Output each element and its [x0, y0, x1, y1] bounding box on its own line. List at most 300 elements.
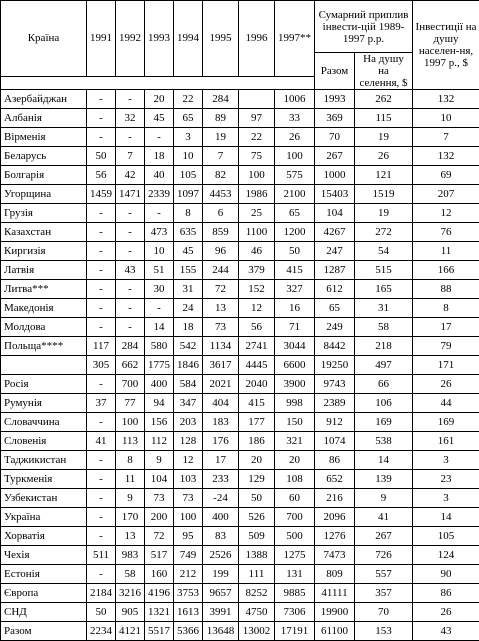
value-cell: 400	[145, 375, 174, 394]
value-cell: 267	[355, 527, 413, 546]
country-cell: Словаччина	[1, 413, 87, 432]
value-cell: 156	[145, 413, 174, 432]
country-cell: Словенія	[1, 432, 87, 451]
value-cell: -	[87, 527, 116, 546]
value-cell: 166	[413, 261, 479, 280]
value-cell: 25	[239, 204, 275, 223]
value-cell: 103	[174, 470, 203, 489]
value-cell: 517	[145, 546, 174, 565]
value-cell: 538	[355, 432, 413, 451]
country-cell: Угорщина	[1, 185, 87, 204]
value-cell: 43	[116, 261, 145, 280]
value-cell: 19	[355, 204, 413, 223]
value-cell: 54	[355, 242, 413, 261]
value-cell: 86	[315, 451, 355, 470]
value-cell: 8	[174, 204, 203, 223]
value-cell: 50	[87, 603, 116, 622]
value-cell: -	[87, 565, 116, 584]
value-cell: -	[87, 413, 116, 432]
value-cell: 2526	[203, 546, 239, 565]
value-cell: 511	[87, 546, 116, 565]
table-row	[1, 432, 479, 451]
value-cell: 542	[174, 337, 203, 356]
value-cell: 262	[355, 90, 413, 109]
value-cell: 3	[174, 128, 203, 147]
value-cell: 2184	[87, 584, 116, 603]
value-cell: 1613	[174, 603, 203, 622]
value-cell: 327	[275, 280, 315, 299]
value-cell: 11	[413, 242, 479, 261]
value-cell: 983	[116, 546, 145, 565]
value-cell: 65	[174, 109, 203, 128]
value-cell: 65	[315, 299, 355, 318]
value-cell: 4445	[239, 356, 275, 375]
value-cell: 2096	[315, 508, 355, 527]
value-cell: 31	[174, 280, 203, 299]
value-cell: -	[87, 90, 116, 109]
table-row	[1, 356, 479, 375]
value-cell: -	[116, 204, 145, 223]
value-cell: 186	[239, 432, 275, 451]
value-cell: 4267	[315, 223, 355, 242]
country-cell: Хорватія	[1, 527, 87, 546]
value-cell: 132	[413, 90, 479, 109]
value-cell: 1471	[116, 185, 145, 204]
value-cell: 72	[203, 280, 239, 299]
value-cell: -	[87, 451, 116, 470]
table-row	[1, 128, 479, 147]
value-cell: 77	[116, 394, 145, 413]
value-cell: 104	[145, 470, 174, 489]
value-cell: 111	[239, 565, 275, 584]
value-cell: 105	[413, 527, 479, 546]
value-cell: 247	[315, 242, 355, 261]
value-cell: 8	[116, 451, 145, 470]
value-cell: 60	[275, 489, 315, 508]
value-cell: 82	[203, 166, 239, 185]
value-cell: 473	[145, 223, 174, 242]
value-cell: 700	[275, 508, 315, 527]
value-cell: 10	[413, 109, 479, 128]
value-cell: 73	[203, 318, 239, 337]
table-row	[1, 394, 479, 413]
value-cell: 2040	[239, 375, 275, 394]
year-header-1992: 1992	[116, 1, 145, 77]
value-cell: 75	[239, 147, 275, 166]
value-cell: 170	[116, 508, 145, 527]
value-cell: 1287	[315, 261, 355, 280]
value-cell: 1276	[315, 527, 355, 546]
value-cell: 124	[413, 546, 479, 565]
value-cell: 305	[87, 356, 116, 375]
value-cell: 18	[145, 147, 174, 166]
year-header-1993: 1993	[145, 1, 174, 77]
value-cell: 58	[116, 565, 145, 584]
value-cell: 171	[413, 356, 479, 375]
value-cell: 284	[203, 90, 239, 109]
invest-per-capita-header: Інвестиції на душу населен-ня, 1997 р., $	[413, 1, 479, 90]
value-cell: -	[116, 318, 145, 337]
value-cell: 557	[355, 565, 413, 584]
value-cell: 106	[355, 394, 413, 413]
value-cell: 73	[174, 489, 203, 508]
value-cell: 9	[116, 489, 145, 508]
value-cell: 121	[355, 166, 413, 185]
value-cell: 19	[355, 128, 413, 147]
country-cell: Латвія	[1, 261, 87, 280]
value-cell: 10	[174, 147, 203, 166]
table-row	[1, 451, 479, 470]
value-cell: 212	[174, 565, 203, 584]
value-cell: 128	[174, 432, 203, 451]
value-cell: 88	[413, 280, 479, 299]
country-cell: Киргизія	[1, 242, 87, 261]
value-cell: 113	[116, 432, 145, 451]
value-cell: 3753	[174, 584, 203, 603]
value-cell: 176	[203, 432, 239, 451]
value-cell: 26	[413, 375, 479, 394]
value-cell: 7	[203, 147, 239, 166]
value-cell: -	[87, 109, 116, 128]
country-cell: Македонія	[1, 299, 87, 318]
value-cell: -	[87, 128, 116, 147]
value-cell: -	[87, 299, 116, 318]
table-row	[1, 261, 479, 280]
value-cell: 9	[145, 451, 174, 470]
value-cell: 415	[275, 261, 315, 280]
value-cell: 183	[203, 413, 239, 432]
value-cell: 5366	[174, 622, 203, 641]
value-cell: 100	[239, 166, 275, 185]
value-cell: 41	[87, 432, 116, 451]
value-cell: 2741	[239, 337, 275, 356]
country-cell: Болгарія	[1, 166, 87, 185]
value-cell: 73	[145, 489, 174, 508]
value-cell: 7473	[315, 546, 355, 565]
value-cell: 207	[413, 185, 479, 204]
table-row	[1, 109, 479, 128]
value-cell: 169	[355, 413, 413, 432]
value-cell: 199	[203, 565, 239, 584]
value-cell: 13	[116, 527, 145, 546]
value-cell: 15403	[315, 185, 355, 204]
value-cell: 404	[203, 394, 239, 413]
table-row	[1, 280, 479, 299]
value-cell: 8	[413, 299, 479, 318]
value-cell: 16	[275, 299, 315, 318]
value-cell: 65	[275, 204, 315, 223]
table-row	[1, 603, 479, 622]
value-cell: 117	[87, 337, 116, 356]
value-cell: 12	[413, 204, 479, 223]
country-cell: Румунія	[1, 394, 87, 413]
value-cell: 905	[116, 603, 145, 622]
table-row	[1, 147, 479, 166]
value-cell: 284	[116, 337, 145, 356]
table-row	[1, 470, 479, 489]
value-cell: 1074	[315, 432, 355, 451]
value-cell: 22	[174, 90, 203, 109]
value-cell: 43	[413, 622, 479, 641]
value-cell: -	[87, 375, 116, 394]
value-cell: 3044	[275, 337, 315, 356]
value-cell: 51	[145, 261, 174, 280]
country-cell: Європа	[1, 584, 87, 603]
value-cell: 400	[203, 508, 239, 527]
value-cell: 7306	[275, 603, 315, 622]
table-row	[1, 223, 479, 242]
table-row	[1, 508, 479, 527]
value-cell: 9657	[203, 584, 239, 603]
value-cell: 3617	[203, 356, 239, 375]
table-row	[1, 489, 479, 508]
value-cell: 415	[239, 394, 275, 413]
value-cell: 8252	[239, 584, 275, 603]
value-cell: 515	[355, 261, 413, 280]
value-cell: 40	[145, 166, 174, 185]
value-cell: 46	[239, 242, 275, 261]
value-cell: 129	[239, 470, 275, 489]
value-cell: 100	[174, 508, 203, 527]
header-spacer	[1, 76, 315, 89]
value-cell: 244	[203, 261, 239, 280]
year-header-1996: 1996	[239, 1, 275, 77]
value-cell: 44	[413, 394, 479, 413]
value-cell: 22	[239, 128, 275, 147]
value-cell: -	[87, 280, 116, 299]
value-cell: 45	[145, 109, 174, 128]
value-cell: 1097	[174, 185, 203, 204]
value-cell: 131	[275, 565, 315, 584]
value-cell: 41	[355, 508, 413, 527]
value-cell: 652	[315, 470, 355, 489]
value-cell: 1986	[239, 185, 275, 204]
value-cell: 115	[355, 109, 413, 128]
country-cell: Азербайджан	[1, 90, 87, 109]
table-row	[1, 565, 479, 584]
value-cell: 56	[239, 318, 275, 337]
country-cell: Казахстан	[1, 223, 87, 242]
value-cell: 37	[87, 394, 116, 413]
value-cell: 42	[116, 166, 145, 185]
value-cell: 726	[355, 546, 413, 565]
value-cell: -	[87, 318, 116, 337]
value-cell: -	[87, 470, 116, 489]
country-cell: Узбекистан	[1, 489, 87, 508]
table-body	[1, 90, 479, 641]
value-cell: -	[87, 242, 116, 261]
value-cell: 1134	[203, 337, 239, 356]
table-row	[1, 318, 479, 337]
value-cell: 1321	[145, 603, 174, 622]
value-cell: 575	[275, 166, 315, 185]
value-cell: 152	[239, 280, 275, 299]
value-cell: 1519	[355, 185, 413, 204]
value-cell	[239, 90, 275, 109]
value-cell: 6	[203, 204, 239, 223]
value-cell: 72	[145, 527, 174, 546]
value-cell: 912	[315, 413, 355, 432]
value-cell: -	[116, 299, 145, 318]
country-cell: Естонія	[1, 565, 87, 584]
value-cell: 4121	[116, 622, 145, 641]
value-cell: 17191	[275, 622, 315, 641]
value-cell: 94	[145, 394, 174, 413]
value-cell: 9	[355, 489, 413, 508]
value-cell: 6600	[275, 356, 315, 375]
value-cell: 700	[116, 375, 145, 394]
value-cell: 859	[203, 223, 239, 242]
value-cell: 45	[174, 242, 203, 261]
value-cell: 13002	[239, 622, 275, 641]
value-cell: 1388	[239, 546, 275, 565]
value-cell: 357	[355, 584, 413, 603]
value-cell: 69	[413, 166, 479, 185]
value-cell: 14	[355, 451, 413, 470]
value-cell: 100	[275, 147, 315, 166]
value-cell: 233	[203, 470, 239, 489]
value-cell: 150	[275, 413, 315, 432]
value-cell: 218	[355, 337, 413, 356]
value-cell: 1006	[275, 90, 315, 109]
value-cell: 108	[275, 470, 315, 489]
table-header	[1, 1, 479, 90]
value-cell: 20	[275, 451, 315, 470]
value-cell: 18	[174, 318, 203, 337]
value-cell: 13	[203, 299, 239, 318]
value-cell: 70	[355, 603, 413, 622]
value-cell: 1000	[315, 166, 355, 185]
value-cell: 3900	[275, 375, 315, 394]
country-cell: Чехія	[1, 546, 87, 565]
value-cell: 3991	[203, 603, 239, 622]
value-cell: -	[145, 204, 174, 223]
value-cell: 321	[275, 432, 315, 451]
country-cell: Грузія	[1, 204, 87, 223]
value-cell: 96	[203, 242, 239, 261]
country-cell: Разом	[1, 622, 87, 641]
value-cell: 1846	[174, 356, 203, 375]
value-cell: 58	[355, 318, 413, 337]
country-cell: Литва***	[1, 280, 87, 299]
value-cell: 10	[145, 242, 174, 261]
value-cell: 26	[413, 603, 479, 622]
table-row	[1, 299, 479, 318]
value-cell: -	[116, 90, 145, 109]
value-cell: 14	[413, 508, 479, 527]
value-cell: 61100	[315, 622, 355, 641]
value-cell: 7	[116, 147, 145, 166]
value-cell: 20	[239, 451, 275, 470]
value-cell: 33	[275, 109, 315, 128]
value-cell: -	[116, 128, 145, 147]
value-cell: 30	[145, 280, 174, 299]
value-cell: 267	[315, 147, 355, 166]
value-cell: 97	[239, 109, 275, 128]
year-header-1991: 1991	[87, 1, 116, 77]
value-cell: 66	[355, 375, 413, 394]
value-cell: 500	[275, 527, 315, 546]
value-cell: 1200	[275, 223, 315, 242]
value-cell: 100	[116, 413, 145, 432]
value-cell: 95	[174, 527, 203, 546]
country-cell: Польща****	[1, 337, 87, 356]
value-cell: 86	[413, 584, 479, 603]
value-cell: 662	[116, 356, 145, 375]
table-row	[1, 546, 479, 565]
value-cell: 70	[315, 128, 355, 147]
value-cell: 177	[239, 413, 275, 432]
year-header-1994: 1994	[174, 1, 203, 77]
value-cell: 4196	[145, 584, 174, 603]
value-cell: 347	[174, 394, 203, 413]
value-cell: 32	[116, 109, 145, 128]
value-cell: 580	[145, 337, 174, 356]
value-cell: 9743	[315, 375, 355, 394]
value-cell: 526	[239, 508, 275, 527]
value-cell: 4750	[239, 603, 275, 622]
value-cell: 153	[355, 622, 413, 641]
table-row	[1, 185, 479, 204]
year-header-1995: 1995	[203, 1, 239, 77]
value-cell: 2100	[275, 185, 315, 204]
value-cell: -	[116, 280, 145, 299]
value-cell: 1993	[315, 90, 355, 109]
cumulative-inflow-header: Сумарний приплив інвести-цій 1989-1997 р.р.	[315, 1, 413, 53]
country-cell: Росія	[1, 375, 87, 394]
value-cell: 161	[413, 432, 479, 451]
table-row	[1, 527, 479, 546]
value-cell: 14	[145, 318, 174, 337]
table-row	[1, 90, 479, 109]
value-cell: -	[116, 242, 145, 261]
value-cell: -	[87, 508, 116, 527]
value-cell: 160	[145, 565, 174, 584]
value-cell: 497	[355, 356, 413, 375]
value-cell: 50	[87, 147, 116, 166]
value-cell: 635	[174, 223, 203, 242]
value-cell: 4453	[203, 185, 239, 204]
value-cell: 612	[315, 280, 355, 299]
value-cell: 8442	[315, 337, 355, 356]
value-cell: 76	[413, 223, 479, 242]
value-cell: 132	[413, 147, 479, 166]
value-cell: 155	[174, 261, 203, 280]
value-cell: 90	[413, 565, 479, 584]
country-cell: Україна	[1, 508, 87, 527]
country-cell: Беларусь	[1, 147, 87, 166]
table-row	[1, 622, 479, 641]
value-cell: -	[116, 223, 145, 242]
table-row	[1, 337, 479, 356]
per-capita-subheader: На душу на селення, $	[355, 53, 413, 90]
table-row	[1, 584, 479, 603]
country-cell: Вірменія	[1, 128, 87, 147]
country-cell: Туркменія	[1, 470, 87, 489]
value-cell: 17	[203, 451, 239, 470]
value-cell: -	[87, 204, 116, 223]
value-cell: 3216	[116, 584, 145, 603]
value-cell: 71	[275, 318, 315, 337]
value-cell: -24	[203, 489, 239, 508]
value-cell: 11	[116, 470, 145, 489]
value-cell: 19	[203, 128, 239, 147]
value-cell: 2021	[203, 375, 239, 394]
value-cell: 2389	[315, 394, 355, 413]
value-cell: 12	[174, 451, 203, 470]
country-cell: Албанія	[1, 109, 87, 128]
value-cell: -	[145, 299, 174, 318]
